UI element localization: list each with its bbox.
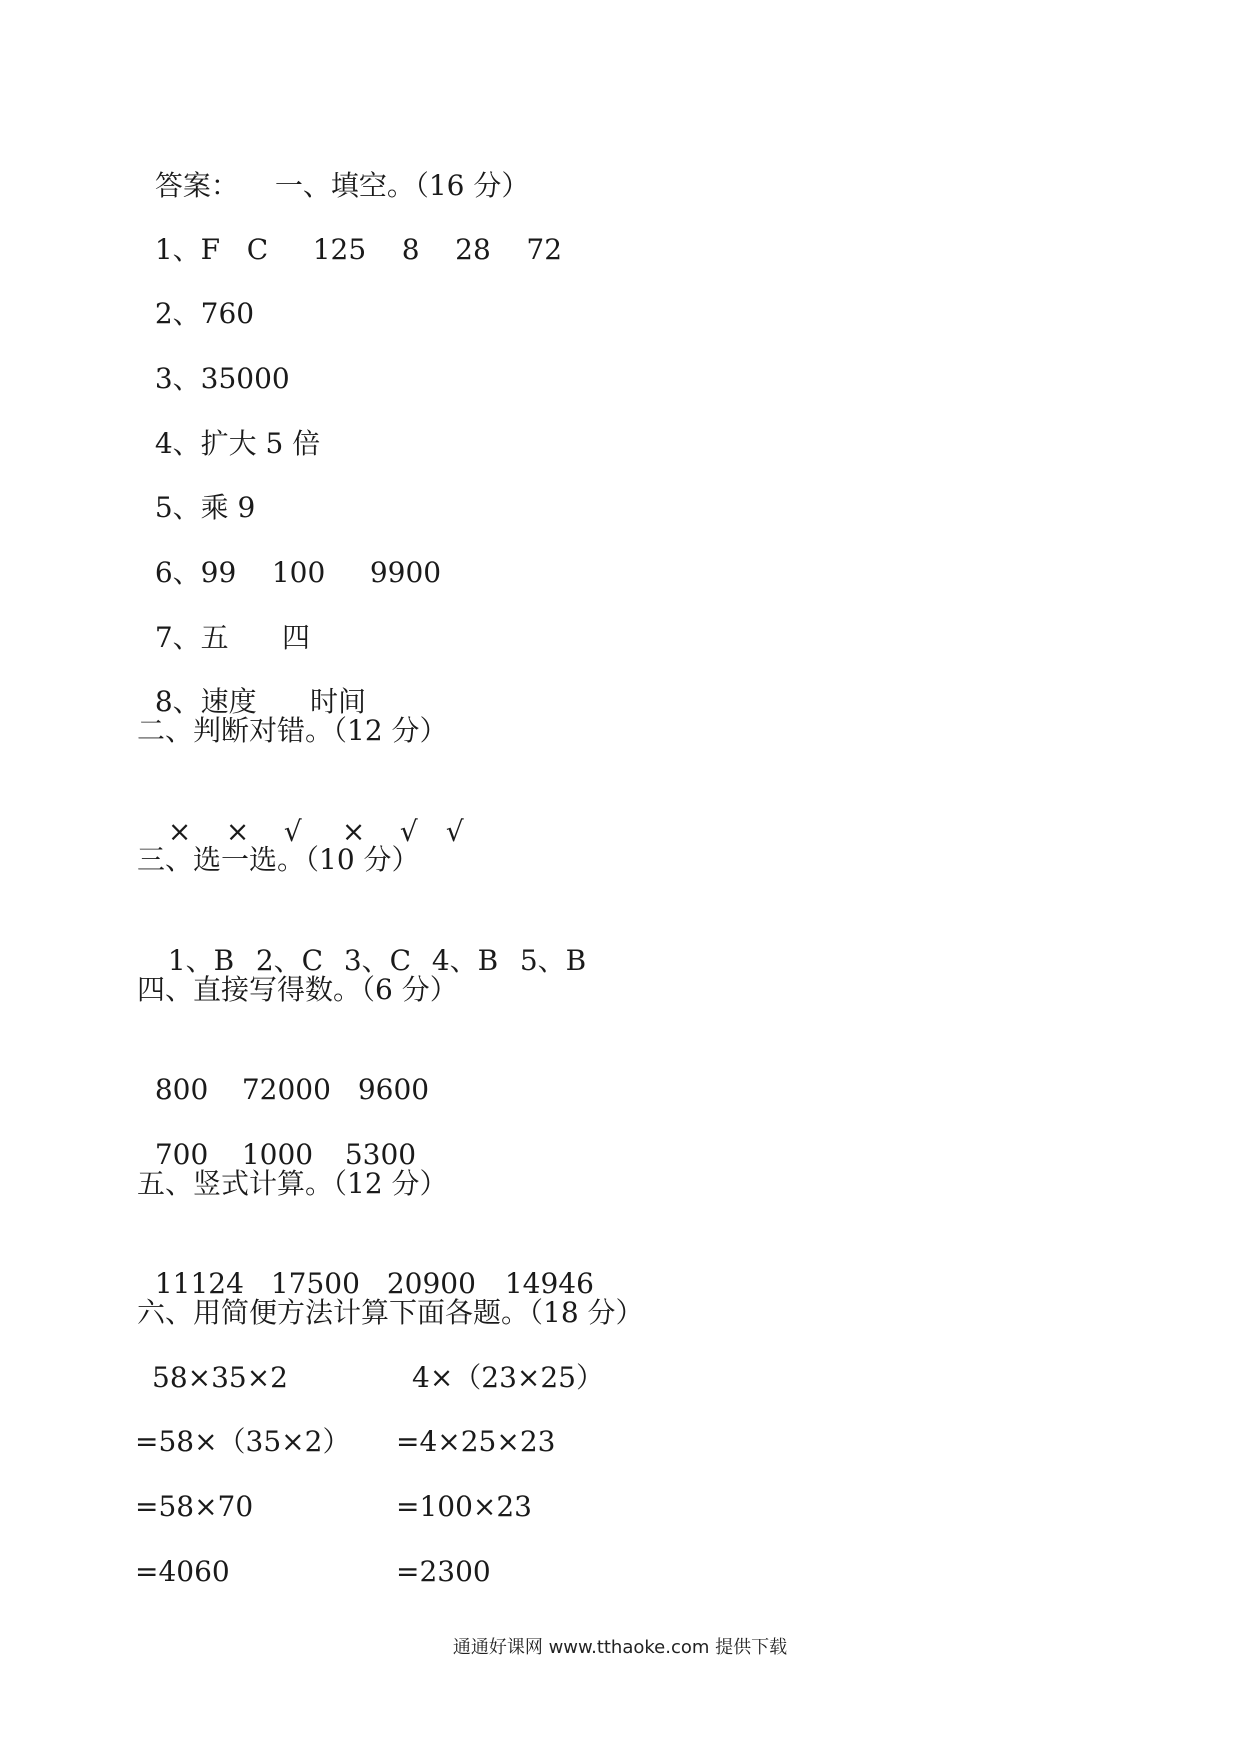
choice-answer: 4、B [431, 944, 499, 977]
calc-left-step-1: 58×35×2 [152, 1361, 288, 1394]
fill-blank-item-2 [137, 260, 254, 332]
section4-row-2 [137, 1101, 416, 1173]
judge-mark: √ [283, 815, 302, 848]
section1-title: 一、填空。（16 分） [274, 169, 530, 202]
section3-title: 三、选一选。（10 分） [137, 843, 420, 876]
item-number: 4、 [154, 427, 201, 460]
result-value: 1000 [241, 1138, 314, 1171]
judge-mark: √ [445, 815, 464, 848]
fill-blank-item-4 [137, 390, 320, 462]
section2-title: 二、判断对错。（12 分） [137, 714, 448, 747]
item-answer: 扩大 5 倍 [200, 427, 321, 460]
result-value: 14946 [504, 1267, 594, 1300]
fill-blank-item-7 [137, 584, 310, 656]
result-value: 72000 [241, 1073, 331, 1106]
section5-title: 五、竖式计算。（12 分） [137, 1167, 448, 1200]
calc-right-step-3: =100×23 [396, 1490, 532, 1523]
item-answer: F C 125 8 28 72 [200, 233, 563, 266]
calc-right-step-2: =4×25×23 [396, 1425, 556, 1458]
answer-prefix: 答案： [154, 169, 239, 202]
fill-blank-item-6 [137, 519, 441, 591]
section3-answers [150, 907, 586, 979]
choice-answer: 5、B [519, 944, 587, 977]
section4-row-1 [137, 1036, 429, 1108]
calc-right-step-1: 4×（23×25） [412, 1361, 604, 1394]
calc-left-step-4: =4060 [135, 1555, 230, 1588]
answer-header [137, 132, 529, 204]
item-answer: 99 100 9900 [200, 556, 442, 589]
item-number: 7、 [154, 621, 201, 654]
item-number: 3、 [154, 362, 201, 395]
section6-title: 六、用简便方法计算下面各题。（18 分） [137, 1296, 644, 1329]
item-answer: 速度 时间 [200, 685, 367, 718]
item-answer: 五 四 [200, 621, 311, 654]
section4-title: 四、直接写得数。（6 分） [137, 973, 458, 1006]
item-number: 1、 [154, 233, 201, 266]
result-value: 11124 [154, 1267, 244, 1300]
choice-answer: 2、C [255, 944, 324, 977]
section2-marks [150, 778, 464, 850]
judge-mark: × [167, 815, 192, 848]
calc-left-step-3: =58×70 [135, 1490, 254, 1523]
result-value: 20900 [386, 1267, 476, 1300]
result-value: 800 [154, 1073, 209, 1106]
item-number: 8、 [154, 685, 201, 718]
item-number: 6、 [154, 556, 201, 589]
result-value: 700 [154, 1138, 209, 1171]
page-footer: 通通好课网 www.tthaoke.com 提供下载 [452, 1637, 788, 1658]
judge-mark: × [341, 815, 366, 848]
calc-right-step-4: =2300 [396, 1555, 491, 1588]
result-value: 5300 [344, 1138, 417, 1171]
item-answer: 乘 9 [200, 491, 256, 524]
fill-blank-item-3 [137, 325, 290, 397]
result-value: 9600 [357, 1073, 430, 1106]
item-answer: 760 [200, 297, 255, 330]
calc-left-step-2: =58×（35×2） [135, 1425, 351, 1458]
item-number: 5、 [154, 491, 201, 524]
fill-blank-item-8 [137, 648, 366, 720]
judge-mark: √ [399, 815, 418, 848]
fill-blank-item-5 [137, 454, 255, 526]
choice-answer: 1、B [167, 944, 235, 977]
choice-answer: 3、C [343, 944, 412, 977]
item-answer: 35000 [200, 362, 290, 395]
judge-mark: × [225, 815, 250, 848]
item-number: 2、 [154, 297, 201, 330]
result-value: 17500 [270, 1267, 360, 1300]
fill-blank-item-1 [137, 196, 562, 268]
section5-results [137, 1230, 594, 1302]
